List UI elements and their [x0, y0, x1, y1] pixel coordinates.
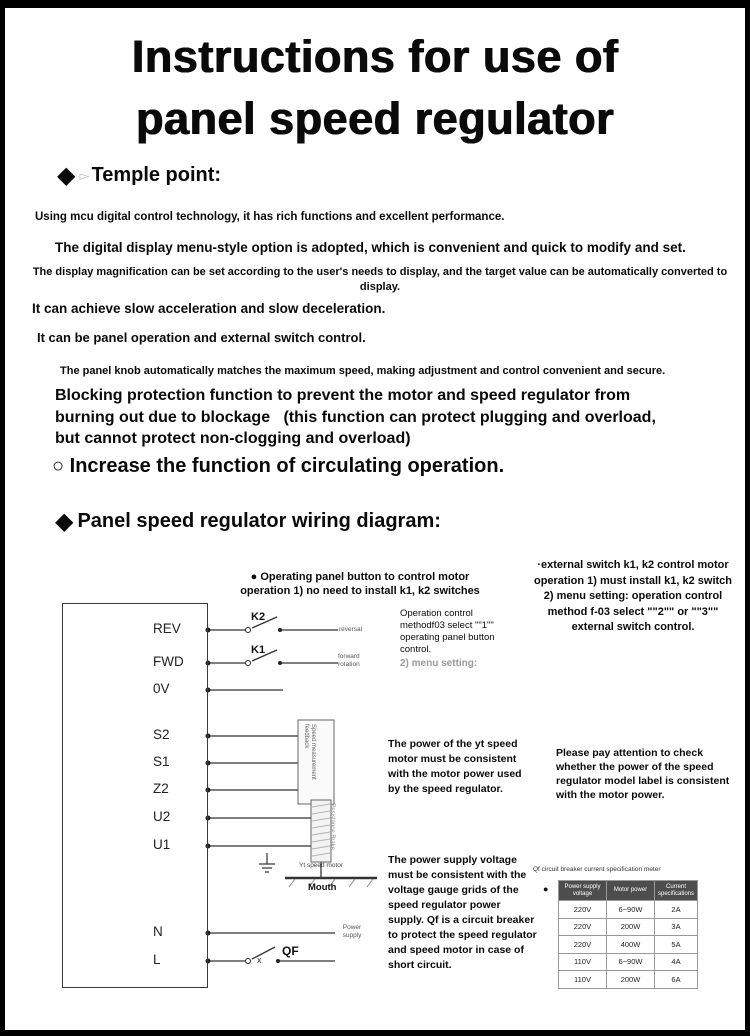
bullet-display-magnification: The display magnification can be set according to the user's needs to display, and the target value can be automatically converted to display.	[32, 266, 731, 293]
cell-voltage: 110V	[559, 953, 607, 971]
table-row	[559, 971, 698, 989]
cell-voltage: 220V	[559, 936, 607, 954]
bullet-digital-display: The digital display menu-style option is adopted, which is convenient and quick to modify and set.	[55, 240, 686, 255]
label-mouth: Mouth	[308, 882, 337, 893]
table-row	[559, 918, 698, 936]
cell-current: 2A	[655, 901, 698, 919]
label-speed-feedback: Speed measurement feedback	[303, 724, 316, 780]
bullet-circulating-operation: ○ Increase the function of circulating operation.	[52, 455, 505, 477]
cursor-icon: ▻	[79, 167, 90, 183]
col-header-motor-power: Motor power	[607, 881, 655, 901]
terminal-label-n: N	[153, 924, 163, 939]
wiring-diagram-heading	[55, 507, 441, 535]
terminal-label-u2: U2	[153, 809, 171, 824]
table-row	[559, 936, 698, 954]
cell-voltage: 110V	[559, 971, 607, 989]
table-row	[559, 953, 698, 971]
switch-label-k2: K2	[251, 611, 266, 623]
bullet-panel-knob: The panel knob automatically matches the maximum speed, making adjustment and control convenient and secure.	[60, 365, 666, 377]
label-forward-rotation: forward rotation	[338, 653, 360, 668]
cell-current: 6A	[655, 971, 698, 989]
switch-x-mark: x	[257, 955, 262, 965]
note-panel-button-control: ● Operating panel button to control motor operation 1) no need to install k1, k2 switches	[240, 571, 480, 597]
cell-current: 4A	[655, 953, 698, 971]
bullet-mcu-technology: Using mcu digital control technology, it has rich functions and excellent performance.	[35, 211, 505, 223]
note-menu-setting: 2) menu setting:	[400, 658, 478, 669]
bullet-panel-operation: It can be panel operation and external switch control.	[37, 330, 366, 345]
label-winding: Resistance Brake	[329, 803, 335, 851]
terminal-label-s2: S2	[153, 727, 170, 742]
label-yt-speed-motor: Yt speed motor	[299, 862, 344, 869]
cell-power: 400W	[607, 936, 655, 954]
note-yt-motor-power: The power of the yt speed motor must be consistent with the motor power used by the speed regulator.	[388, 738, 522, 795]
cell-power: 200W	[607, 971, 655, 989]
temple-point-heading-text: Temple point:	[91, 164, 222, 186]
cell-current: 5A	[655, 936, 698, 954]
terminal-label-l: L	[153, 952, 161, 967]
table-header-row	[559, 881, 698, 901]
page-title-line2: panel speed regulator	[135, 93, 615, 144]
switch-label-k1: K1	[251, 644, 266, 656]
terminal-label-z2: Z2	[153, 781, 169, 796]
col-header-current: Current specifications	[655, 881, 698, 901]
note-check-power: Please pay attention to check whether the power of the speed regulator model label is consistent with the motor power.	[556, 747, 730, 801]
label-reversal: reversal	[339, 626, 363, 633]
bullet-slow-acceleration: It can achieve slow acceleration and slow deceleration.	[32, 301, 386, 316]
diamond-icon: ◆	[57, 161, 76, 189]
temple-point-heading	[57, 161, 222, 189]
col-header-voltage: Power supply voltage	[559, 881, 607, 901]
cell-power: 6~90W	[607, 953, 655, 971]
switch-label-qf: QF	[282, 944, 299, 958]
page-title	[5, 26, 745, 150]
note-operation-control: Operation control methodf03 select ""1"" operating panel button control.	[400, 608, 495, 655]
ground-icon	[259, 853, 275, 872]
note-qf-meter-title: Qf circuit breaker current specification meter	[533, 866, 661, 873]
cell-voltage: 220V	[559, 918, 607, 936]
qf-spec-table	[558, 880, 698, 989]
terminal-label-0v: 0V	[153, 681, 170, 696]
terminal-label-s1: S1	[153, 754, 170, 769]
note-external-switch: ·external switch k1, k2 control motor operation 1) must install k1, k2 switch 2) menu setting: operation control method f-03 select ""2"" or ""3"" external switch control.	[533, 559, 733, 633]
diamond-icon: ◆	[55, 507, 74, 535]
table-bullet-icon: ●	[543, 884, 549, 894]
bullet-blocking-protection: Blocking protection function to prevent the motor and speed regulator from burning out due to blockage (this function can protect plugging and overload, but cannot protect non-clogging and overload)	[55, 387, 661, 447]
cell-current: 3A	[655, 918, 698, 936]
cell-power: 6~90W	[607, 901, 655, 919]
terminal-label-rev: REV	[153, 621, 181, 636]
wiring-diagram-heading-text: Panel speed regulator wiring diagram:	[77, 510, 441, 532]
label-power-supply: Power supply	[342, 924, 362, 939]
terminal-label-u1: U1	[153, 837, 171, 852]
table-row	[559, 901, 698, 919]
terminal-label-fwd: FWD	[153, 654, 184, 669]
note-power-supply-voltage: The power supply voltage must be consistent with the voltage gauge grids of the speed regulator power supply. Qf is a circuit breaker to protect the speed regulator and speed motor in case of short circuit.	[388, 854, 537, 971]
cell-power: 200W	[607, 918, 655, 936]
page-title-line1: Instructions for use of	[131, 31, 619, 82]
cell-voltage: 220V	[559, 901, 607, 919]
